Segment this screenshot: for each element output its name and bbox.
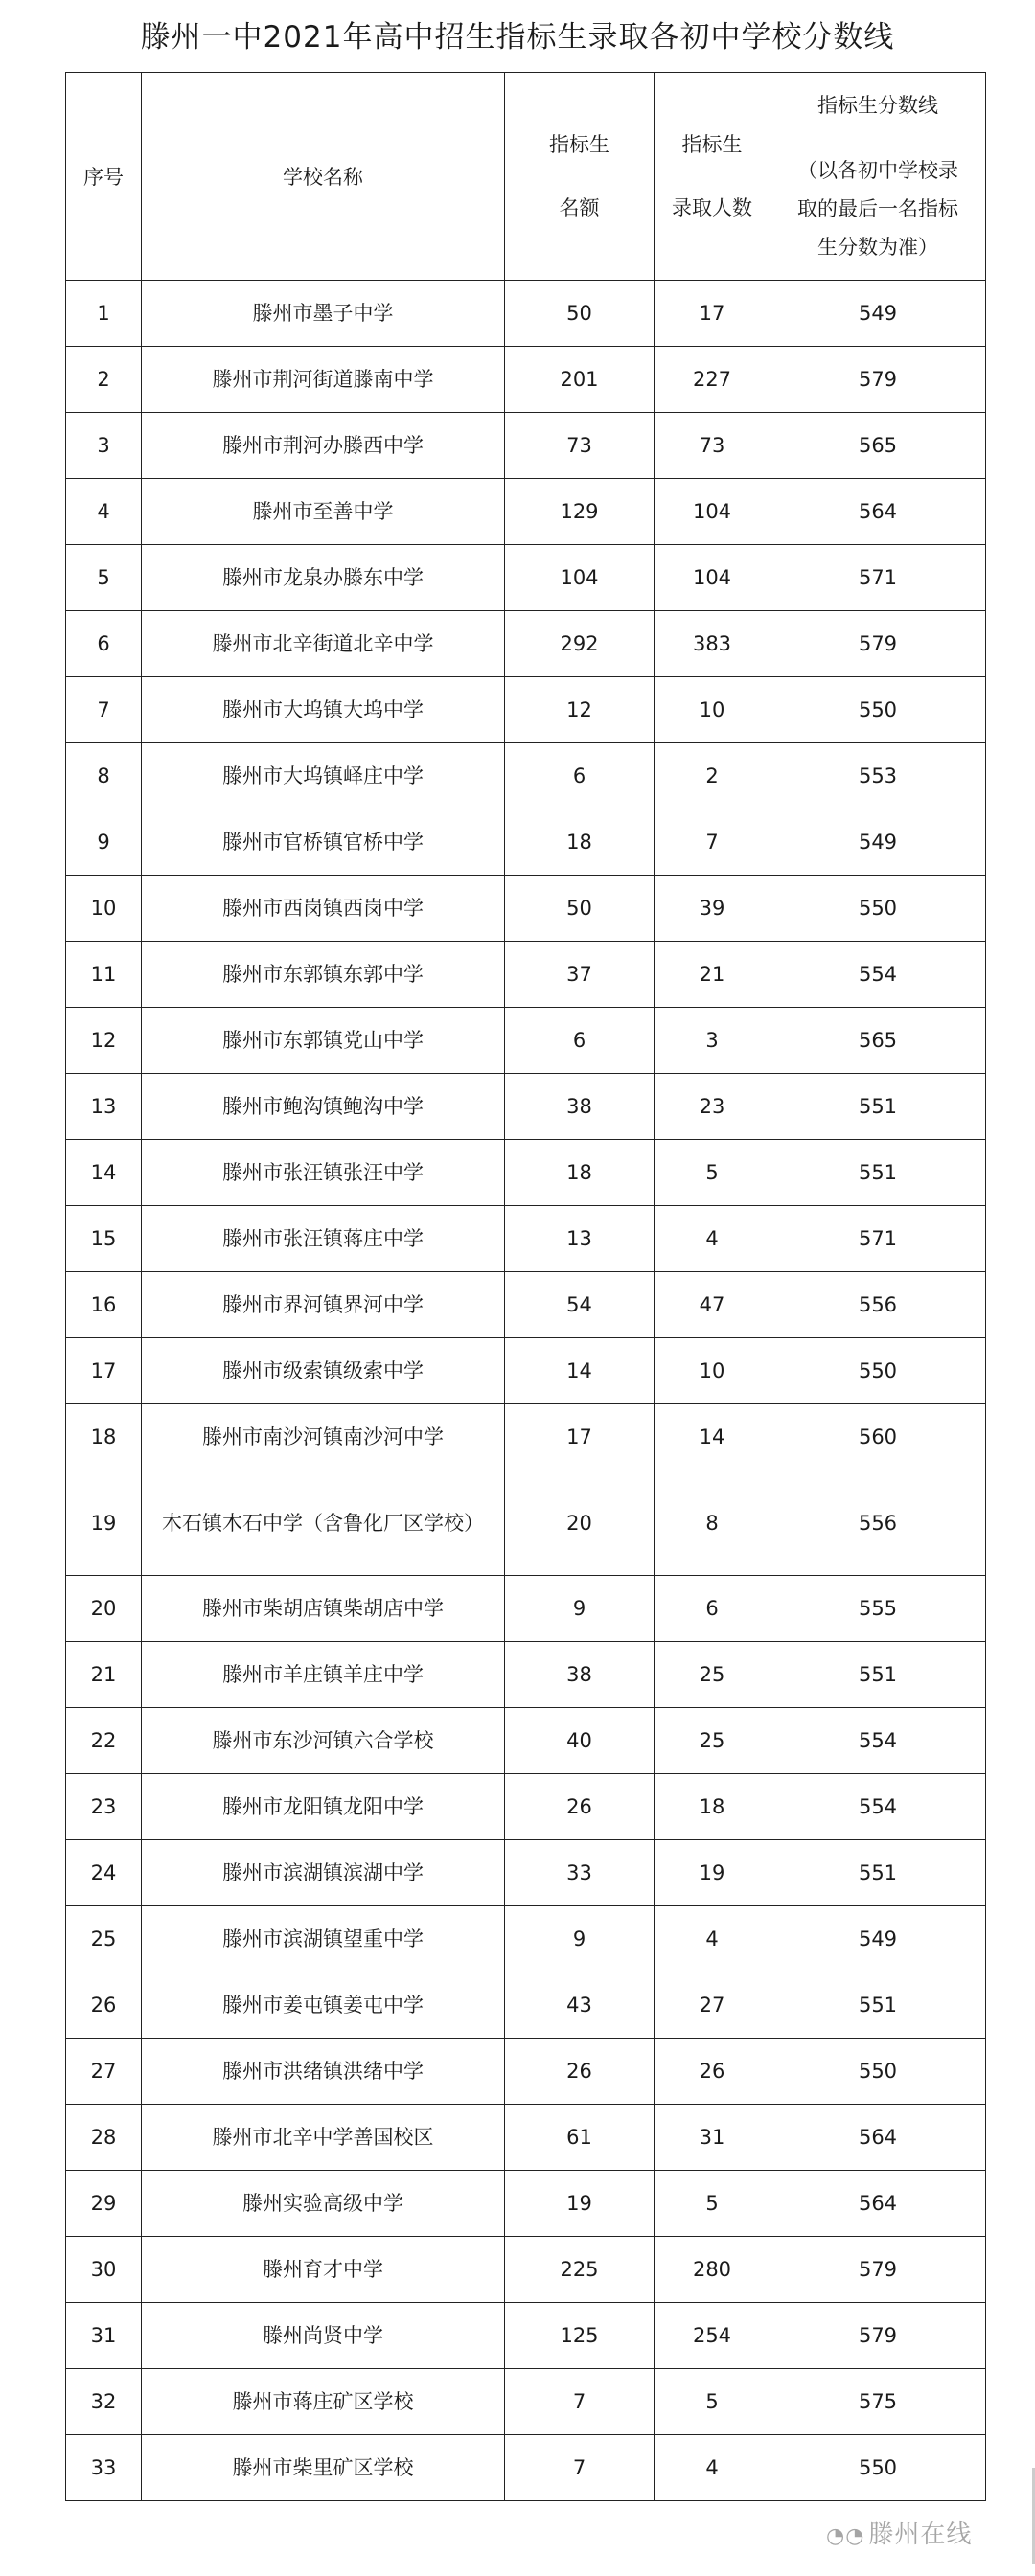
cell-quota: 104 [505,545,655,611]
cell-quota: 50 [505,876,655,942]
cell-quota: 12 [505,677,655,743]
cell-score: 564 [770,2105,986,2171]
cell-index: 6 [66,611,142,677]
cell-index: 30 [66,2237,142,2303]
cell-quota: 73 [505,413,655,479]
cell-index: 29 [66,2171,142,2237]
cell-quota: 18 [505,1140,655,1206]
table-row [66,281,986,347]
table-row [66,1140,986,1206]
header-quota-line: 名额 [559,196,600,219]
cell-school-name: 滕州市滨湖镇望重中学 [142,1906,505,1972]
table-row [66,1708,986,1774]
cell-school-name: 滕州市龙阳镇龙阳中学 [142,1774,505,1840]
cell-school-name: 滕州市墨子中学 [142,281,505,347]
table-row [66,545,986,611]
table-row [66,1642,986,1708]
cell-school-name: 滕州市龙泉办滕东中学 [142,545,505,611]
cell-school-name: 滕州市鲍沟镇鲍沟中学 [142,1074,505,1140]
table-row [66,479,986,545]
header-school: 学校名称 [142,73,505,281]
cell-school-name: 滕州市洪绪镇洪绪中学 [142,2039,505,2105]
cell-index: 19 [66,1470,142,1576]
cell-index: 27 [66,2039,142,2105]
table-row [66,1576,986,1642]
cell-score: 579 [770,2237,986,2303]
cell-score: 550 [770,2039,986,2105]
table-row [66,1470,986,1576]
table-row [66,1404,986,1470]
cell-quota: 6 [505,743,655,809]
cell-score: 551 [770,1140,986,1206]
cell-score: 565 [770,1008,986,1074]
cell-school-name: 滕州市界河镇界河中学 [142,1272,505,1338]
cell-index: 20 [66,1576,142,1642]
cell-index: 4 [66,479,142,545]
cell-quota: 50 [505,281,655,347]
cell-index: 8 [66,743,142,809]
cell-school-name: 滕州市柴胡店镇柴胡店中学 [142,1576,505,1642]
cell-quota: 201 [505,347,655,413]
cell-admitted: 31 [655,2105,770,2171]
cell-quota: 7 [505,2369,655,2435]
cell-school-name: 滕州市羊庄镇羊庄中学 [142,1642,505,1708]
header-score-line: 生分数为准） [817,236,938,259]
cell-school-name: 滕州实验高级中学 [142,2171,505,2237]
cell-school-name: 滕州市北辛中学善国校区 [142,2105,505,2171]
cell-score: 571 [770,1206,986,1272]
cell-school-name: 滕州育才中学 [142,2237,505,2303]
table-row [66,1008,986,1074]
cell-school-name: 滕州市大坞镇峄庄中学 [142,743,505,809]
cell-index: 14 [66,1140,142,1206]
cell-score: 551 [770,1840,986,1906]
cell-school-name: 滕州市南沙河镇南沙河中学 [142,1404,505,1470]
cell-index: 26 [66,1972,142,2039]
cell-score: 579 [770,611,986,677]
cell-admitted: 227 [655,347,770,413]
cell-score: 564 [770,2171,986,2237]
table-row [66,2039,986,2105]
header-admitted-line: 录取人数 [672,196,752,219]
cell-quota: 37 [505,942,655,1008]
watermark-text: 滕州在线 [868,2520,973,2549]
cell-index: 10 [66,876,142,942]
cell-quota: 292 [505,611,655,677]
cell-score: 550 [770,876,986,942]
cell-admitted: 5 [655,2171,770,2237]
table-row [66,1774,986,1840]
cell-school-name: 滕州市姜屯镇姜屯中学 [142,1972,505,2039]
cell-index: 18 [66,1404,142,1470]
cell-admitted: 104 [655,479,770,545]
cell-school-name: 滕州市蒋庄矿区学校 [142,2369,505,2435]
cell-admitted: 254 [655,2303,770,2369]
header-score-line: （以各初中学校录 [797,159,958,182]
cell-score: 550 [770,677,986,743]
cell-admitted: 19 [655,1840,770,1906]
cell-quota: 6 [505,1008,655,1074]
cell-school-name: 滕州市滨湖镇滨湖中学 [142,1840,505,1906]
cell-school-name: 滕州市西岗镇西岗中学 [142,876,505,942]
cell-admitted: 10 [655,1338,770,1404]
cell-admitted: 5 [655,2369,770,2435]
cell-quota: 26 [505,2039,655,2105]
cell-admitted: 4 [655,1906,770,1972]
cell-quota: 13 [505,1206,655,1272]
cell-school-name: 滕州市北辛街道北辛中学 [142,611,505,677]
cell-score: 549 [770,281,986,347]
cell-score: 579 [770,2303,986,2369]
table-row [66,1074,986,1140]
cell-index: 25 [66,1906,142,1972]
cell-admitted: 73 [655,413,770,479]
cell-school-name: 滕州市东郭镇东郭中学 [142,942,505,1008]
cell-admitted: 21 [655,942,770,1008]
cell-score: 553 [770,743,986,809]
cell-index: 24 [66,1840,142,1906]
cell-admitted: 2 [655,743,770,809]
cell-admitted: 18 [655,1774,770,1840]
cell-quota: 43 [505,1972,655,2039]
cell-score: 575 [770,2369,986,2435]
cell-admitted: 47 [655,1272,770,1338]
cell-index: 5 [66,545,142,611]
cell-admitted: 39 [655,876,770,942]
table-body [66,281,986,2501]
cell-index: 2 [66,347,142,413]
cell-quota: 54 [505,1272,655,1338]
table-row [66,1338,986,1404]
table-row [66,1206,986,1272]
cell-score: 564 [770,479,986,545]
cell-score: 554 [770,1708,986,1774]
cell-index: 3 [66,413,142,479]
cell-quota: 40 [505,1708,655,1774]
cell-score: 549 [770,809,986,876]
cell-admitted: 4 [655,2435,770,2501]
cell-index: 12 [66,1008,142,1074]
cell-quota: 125 [505,2303,655,2369]
cell-score: 554 [770,1774,986,1840]
cell-score: 556 [770,1272,986,1338]
watermark [826,2515,972,2550]
table-row [66,942,986,1008]
cell-admitted: 23 [655,1074,770,1140]
header-score [770,73,986,281]
cell-index: 1 [66,281,142,347]
wechat-icon: ◔◔ [826,2524,865,2548]
cell-index: 32 [66,2369,142,2435]
cell-index: 16 [66,1272,142,1338]
cell-quota: 26 [505,1774,655,1840]
cell-admitted: 14 [655,1404,770,1470]
cell-score: 551 [770,1972,986,2039]
cell-index: 33 [66,2435,142,2501]
cell-score: 550 [770,1338,986,1404]
table-row [66,1906,986,1972]
cell-score: 551 [770,1074,986,1140]
cell-school-name: 滕州市张汪镇蒋庄中学 [142,1206,505,1272]
cell-quota: 33 [505,1840,655,1906]
page-title: 滕州一中2021年高中招生指标生录取各初中学校分数线 [140,20,895,55]
table-row [66,2435,986,2501]
cell-score: 560 [770,1404,986,1470]
table-row [66,876,986,942]
cell-admitted: 6 [655,1576,770,1642]
cell-score: 555 [770,1576,986,1642]
cell-quota: 225 [505,2237,655,2303]
cell-admitted: 3 [655,1008,770,1074]
table-row [66,611,986,677]
cell-quota: 38 [505,1074,655,1140]
cell-school-name: 滕州市柴里矿区学校 [142,2435,505,2501]
cell-quota: 20 [505,1470,655,1576]
cell-quota: 61 [505,2105,655,2171]
cell-admitted: 104 [655,545,770,611]
cell-score: 556 [770,1470,986,1576]
cell-admitted: 10 [655,677,770,743]
cell-score: 550 [770,2435,986,2501]
cell-quota: 17 [505,1404,655,1470]
header-quota [505,73,655,281]
table-row [66,2303,986,2369]
cell-quota: 19 [505,2171,655,2237]
cell-index: 31 [66,2303,142,2369]
header-score-line: 指标生分数线 [817,94,938,117]
cell-quota: 9 [505,1906,655,1972]
cell-quota: 14 [505,1338,655,1404]
cell-index: 17 [66,1338,142,1404]
table-row [66,1972,986,2039]
cell-school-name: 滕州市官桥镇官桥中学 [142,809,505,876]
header-admitted-line: 指标生 [681,133,743,156]
cell-admitted: 7 [655,809,770,876]
header-quota-line: 指标生 [549,133,610,156]
cell-index: 13 [66,1074,142,1140]
cell-school-name: 滕州尚贤中学 [142,2303,505,2369]
cell-score: 579 [770,347,986,413]
table-row [66,2237,986,2303]
cell-score: 549 [770,1906,986,1972]
table-row [66,1272,986,1338]
cell-score: 554 [770,942,986,1008]
cell-admitted: 4 [655,1206,770,1272]
cell-school-name: 滕州市级索镇级索中学 [142,1338,505,1404]
cell-admitted: 280 [655,2237,770,2303]
table-row [66,677,986,743]
cell-quota: 129 [505,479,655,545]
cell-school-name: 滕州市荆河办滕西中学 [142,413,505,479]
table-header-row [66,73,986,281]
cell-quota: 9 [505,1576,655,1642]
cell-index: 22 [66,1708,142,1774]
cell-quota: 7 [505,2435,655,2501]
cell-admitted: 25 [655,1642,770,1708]
cell-quota: 38 [505,1642,655,1708]
score-table [65,72,986,2501]
header-admitted [655,73,770,281]
cell-admitted: 383 [655,611,770,677]
cell-index: 9 [66,809,142,876]
table-row [66,347,986,413]
cell-index: 23 [66,1774,142,1840]
cell-admitted: 26 [655,2039,770,2105]
cell-school-name: 滕州市至善中学 [142,479,505,545]
cell-admitted: 27 [655,1972,770,2039]
table-row [66,2105,986,2171]
cell-quota: 18 [505,809,655,876]
header-index: 序号 [66,73,142,281]
header-score-line: 取的最后一名指标 [797,197,958,220]
cell-admitted: 8 [655,1470,770,1576]
cell-index: 11 [66,942,142,1008]
cell-index: 21 [66,1642,142,1708]
cell-index: 15 [66,1206,142,1272]
cell-admitted: 25 [655,1708,770,1774]
cell-score: 571 [770,545,986,611]
cell-index: 28 [66,2105,142,2171]
table-row [66,1840,986,1906]
cell-score: 551 [770,1642,986,1708]
cell-admitted: 5 [655,1140,770,1206]
cell-index: 7 [66,677,142,743]
cell-admitted: 17 [655,281,770,347]
table-row [66,743,986,809]
cell-score: 565 [770,413,986,479]
cell-school-name: 滕州市荆河街道滕南中学 [142,347,505,413]
table-row [66,413,986,479]
table-row [66,2171,986,2237]
cell-school-name: 滕州市张汪镇张汪中学 [142,1140,505,1206]
cell-school-name: 滕州市东郭镇党山中学 [142,1008,505,1074]
cell-school-name: 滕州市东沙河镇六合学校 [142,1708,505,1774]
table-row [66,2369,986,2435]
table-row [66,809,986,876]
cell-school-name: 木石镇木石中学（含鲁化厂区学校） [142,1470,505,1576]
cell-school-name: 滕州市大坞镇大坞中学 [142,677,505,743]
